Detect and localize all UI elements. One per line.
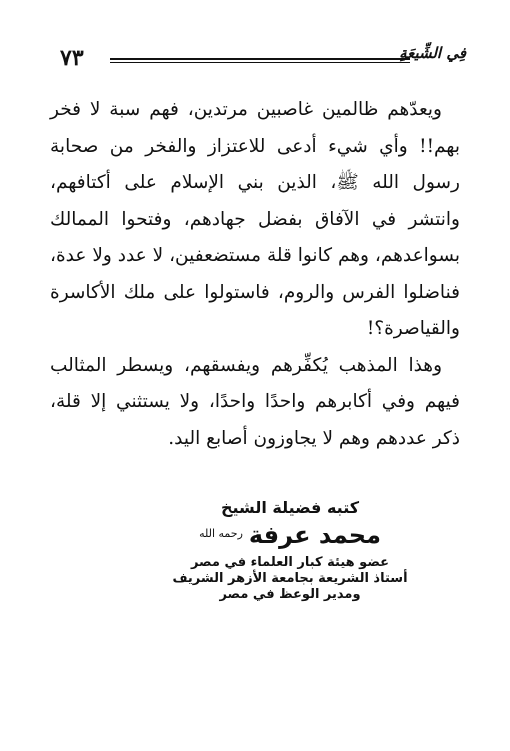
body-text <box>50 92 460 457</box>
author-title: أستاذ الشريعة بجامعة الأزهر الشريف <box>172 571 408 586</box>
paragraph: وهذا المذهب يُكفِّرهم ويفسقهم، ويسطر المثالب فيهم وفي أكابرهم واحدًا واحدًا، ولا يستثني إلا قلة، ذكر عددهم وهم لا يجاوزون أصابع اليد. <box>50 354 460 449</box>
signature-intro: كتبه فضيلة الشيخ <box>220 498 360 517</box>
author-titles <box>160 555 420 603</box>
signature-block <box>160 498 420 603</box>
paragraph: ويعدّهم ظالمين غاصبين مرتدين، فهم سبة لا فخر بهم!! وأي شيء أدعى للاعتزاز والفخر من صحابة رسول الله ﷺ، الذين بني الإسلام على أكتافهم، وانتشر في الآفاق بفضل جهادهم، وفتحوا الممالك بسواعدهم، وهم كانوا قلة مستضعفين، لا عدد ولا عدة، فناضلوا الفرس والروم، فاستولوا على ملك الأكاسرة والقياصرة؟! <box>50 99 460 339</box>
author-name-line <box>160 521 420 549</box>
honorific: رحمه الله <box>199 527 243 540</box>
running-title: فِي الشِّيعَةِ <box>399 44 466 62</box>
page-number: ٧٣ <box>60 45 84 71</box>
author-title: ومدير الوعظ في مصر <box>219 587 361 602</box>
author-title: عضو هيئة كبار العلماء في مصر <box>190 555 390 570</box>
author-name: محمد عرفة <box>248 521 381 549</box>
header-rule-thin <box>110 62 410 63</box>
page-header <box>58 44 466 78</box>
header-rule <box>110 58 410 60</box>
